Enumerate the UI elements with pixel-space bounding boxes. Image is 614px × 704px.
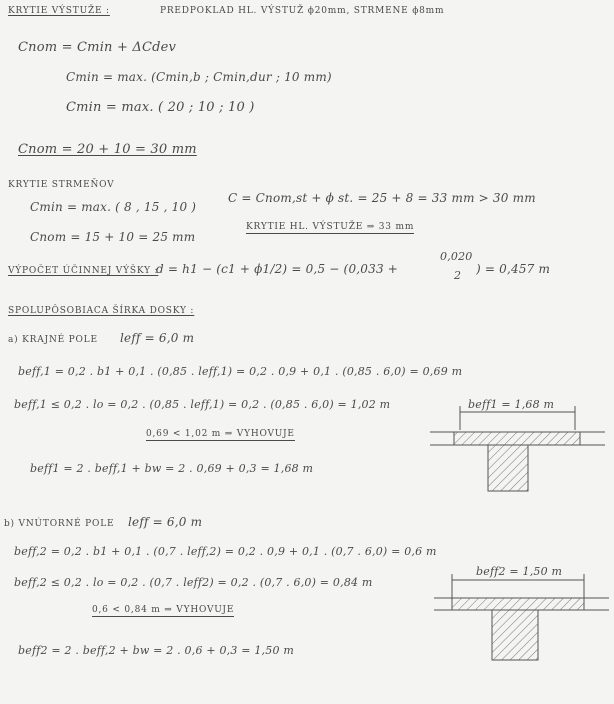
assumption-note: PREDPOKLAD HL. VÝSTUŽ ϕ20mm, STRMENE ϕ8mm [160, 6, 445, 16]
case-b-verdict: 0,6 < 0,84 m ⇒ VYHOVUJE [92, 605, 235, 615]
main-rebar-cover: KRYTIE HL. VÝSTUŽE ⇒ 33 mm [246, 222, 415, 232]
case-a-beff1-check: beff,1 ≤ 0,2 . lo = 0,2 . (0,85 . leff,1) = 0,2 . (0,85 . 6,0) = 1,02 m [14, 398, 391, 411]
case-a-beff-total: beff1 = 2 . beff,1 + bw = 2 . 0,69 + 0,3 = 1,68 m [30, 462, 314, 475]
case-a-verdict: 0,69 < 1,02 m ⇒ VYHOVUJE [146, 429, 295, 439]
case-a-beff1: beff,1 = 0,2 . b1 + 0,1 . (0,85 . leff,1) = 0,2 . 0,9 + 0,1 . (0,85 . 6,0) = 0,69 m [18, 365, 463, 378]
t-section-sketch-a [430, 400, 610, 500]
case-b-beff2-check: beff,2 ≤ 0,2 . lo = 0,2 . (0,7 . leff2) = 0,2 . (0,7 . 6,0) = 0,84 m [14, 576, 373, 589]
sketch-a-width-label: beff1 = 1,68 m [468, 398, 555, 411]
cmin-definition: Cmin = max. (Cmin,b ; Cmin,dur ; 10 mm) [66, 70, 332, 84]
cmin-values: Cmin = max. ( 20 ; 10 ; 10 ) [66, 100, 255, 115]
section-title-cover: KRYTIE VÝSTUŽE : [8, 6, 110, 16]
section-title-width: SPOLUPÔSOBIACA ŠÍRKA DOSKY : [8, 306, 195, 316]
depth-formula-text: d = h1 − (c1 + ϕ1/2) = 0,5 − (0,033 + [156, 262, 399, 276]
depth-fraction-numerator: 0,020 [440, 250, 473, 263]
cover-total-formula: C = Cnom,st + ϕ st. = 25 + 8 = 33 mm > 30 mm [228, 191, 536, 205]
t-section-sketch-b [434, 566, 614, 666]
case-a-heading: a) KRAJNÉ POLE [8, 335, 98, 345]
depth-result: ) = 0,457 m [476, 262, 551, 276]
stirrups-cnom: Cnom = 15 + 10 = 25 mm [30, 230, 196, 244]
depth-fraction-denominator: 2 [454, 269, 462, 282]
case-b-beff-total: beff2 = 2 . beff,2 + bw = 2 . 0,6 + 0,3 = 1,50 m [18, 644, 294, 657]
section-title-stirrups: KRYTIE STRMEŇOV [8, 180, 115, 190]
depth-formula [156, 262, 398, 276]
case-b-heading: b) VNÚTORNÉ POLE [4, 519, 115, 529]
case-a-leff: leff = 6,0 m [120, 331, 195, 345]
cnom-formula: Cnom = Cmin + ΔCdev [18, 40, 177, 55]
stirrups-cmin: Cmin = max. ( 8 , 15 , 10 ) [30, 200, 197, 214]
sketch-b-width-label: beff2 = 1,50 m [476, 565, 563, 578]
cnom-result: Cnom = 20 + 10 = 30 mm [18, 142, 197, 157]
section-title-depth: VÝPOČET ÚČINNEJ VÝŠKY : [8, 266, 159, 276]
case-b-beff2: beff,2 = 0,2 . b1 + 0,1 . (0,7 . leff,2) = 0,2 . 0,9 + 0,1 . (0,7 . 6,0) = 0,6 m [14, 545, 437, 558]
case-b-leff: leff = 6,0 m [128, 515, 203, 529]
